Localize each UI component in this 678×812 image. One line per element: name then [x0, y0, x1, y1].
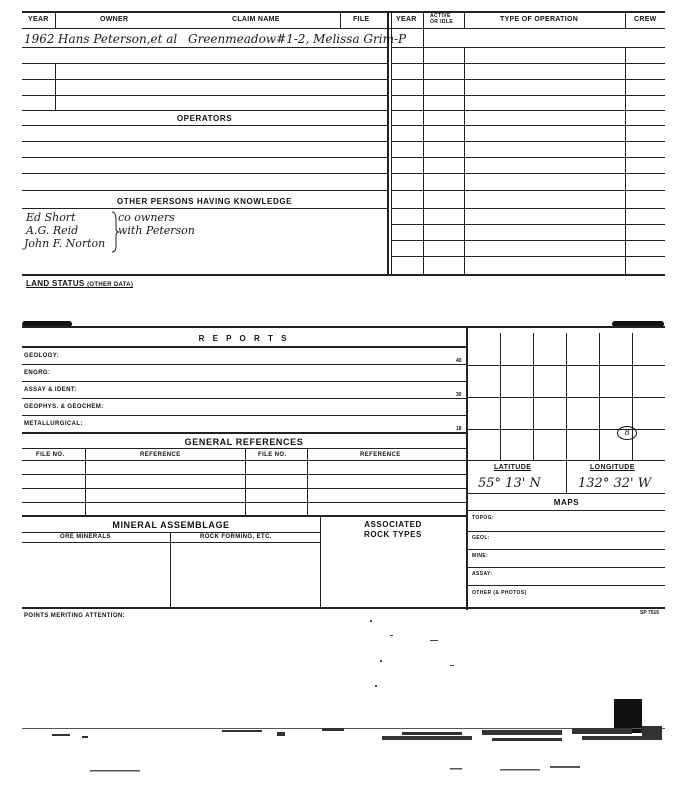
row-rule	[22, 415, 466, 416]
maps-row-rule	[468, 531, 665, 532]
gr-rule	[22, 474, 466, 475]
report-assay: ASSAY & IDENT:	[24, 387, 77, 393]
ore-minerals-label: ORE MINERALS	[60, 534, 111, 540]
row-rule	[22, 398, 466, 399]
gr-bottom-rule	[22, 515, 466, 517]
row-rule	[22, 79, 387, 80]
persons-note-1: co owners	[118, 211, 175, 224]
col-sep-crew	[625, 11, 626, 28]
row-rule	[22, 141, 387, 142]
mineral-col-sep	[170, 532, 171, 608]
row-rule	[22, 47, 387, 48]
header-top-rule	[22, 11, 665, 13]
mineral-title: MINERAL ASSEMBLAGE	[112, 520, 230, 530]
header-year: YEAR	[28, 16, 49, 23]
header-owner: OWNER	[100, 16, 129, 23]
coords-rule	[468, 493, 665, 494]
right-row-rule	[391, 141, 665, 142]
land-status-label: LAND STATUS (OTHER DATA)	[26, 279, 134, 288]
right-row-rule	[391, 208, 665, 209]
mineral-header-rule	[22, 532, 320, 533]
right-row-rule	[391, 47, 665, 48]
maps-assay: ASSAY:	[472, 571, 493, 577]
right-row-rule	[391, 256, 665, 257]
scan-specks	[360, 615, 480, 705]
other-persons-rule	[22, 208, 387, 209]
grid-hline	[468, 365, 665, 366]
associated-label: ASSOCIATED	[364, 520, 422, 529]
header-crew: CREW	[634, 16, 657, 23]
person-2: A.G. Reid	[26, 224, 79, 237]
col-sep-type	[464, 11, 465, 28]
col-sep-active	[423, 11, 424, 276]
gr-col-file-2: FILE NO.	[258, 452, 287, 458]
entry-year: 1962	[24, 32, 55, 46]
operators-rule	[22, 125, 387, 126]
maps-row-rule	[468, 567, 665, 568]
mineral-col-rule	[22, 542, 320, 543]
land-status-rule	[22, 274, 665, 276]
right-row-rule	[391, 224, 665, 225]
points-meriting-attention: POINTS MERITING ATTENTION:	[24, 613, 126, 619]
points-rule	[22, 607, 665, 609]
col-sep-main	[387, 11, 389, 276]
entry-claim: Greenmeadow#1-2, Melissa Grim-P	[188, 32, 407, 46]
entry-owner: Hans Peterson,et al	[58, 32, 178, 46]
maps-other: OTHER (& PHOTOS)	[472, 590, 527, 596]
gr-rule	[22, 488, 466, 489]
gr-col-file-1: FILE NO.	[36, 452, 65, 458]
report-mark-40: 40	[456, 358, 462, 364]
row-rule	[22, 190, 387, 191]
gr-rule	[22, 460, 466, 461]
grid-hline	[468, 397, 665, 398]
col-sep	[340, 11, 341, 28]
right-row-rule	[391, 157, 665, 158]
longitude-label: LONGITUDE	[590, 464, 635, 471]
header-active: ACTIVE	[430, 13, 451, 19]
header-claim-name: CLAIM NAME	[232, 16, 280, 23]
reports-title: R E P O R T S	[198, 334, 290, 343]
col-sep-main-2	[391, 11, 392, 276]
report-metallurgical: METALLURGICAL:	[24, 421, 83, 427]
header-bottom-rule	[22, 28, 665, 29]
maps-mine: MINE:	[472, 553, 489, 559]
row-sep	[55, 63, 56, 110]
maps-geol: GEOL:	[472, 535, 490, 541]
report-geology: GEOLOGY:	[24, 353, 60, 359]
rock-types-label: ROCK TYPES	[363, 530, 422, 539]
gr-col-ref-2: REFERENCE	[360, 452, 401, 458]
report-engrg: ENGRG:	[24, 370, 51, 376]
row-rule	[22, 157, 387, 158]
row-rule	[22, 364, 466, 365]
maps-title: MAPS	[553, 498, 580, 507]
header-year-2: YEAR	[396, 16, 417, 23]
right-row-rule	[391, 240, 665, 241]
reports-top-rule	[22, 326, 665, 328]
persons-note-2: with Peterson	[118, 224, 195, 237]
row-rule	[22, 63, 387, 64]
row-rule	[22, 381, 466, 382]
latitude-value: 55° 13' N	[478, 476, 541, 491]
circled-mark: 8	[617, 426, 637, 440]
persons-brace	[110, 210, 120, 254]
right-row-rule	[391, 63, 665, 64]
right-row-rule	[391, 95, 665, 96]
row-rule	[22, 95, 387, 96]
report-geophys: GEOPHYS. & GEOCHEM:	[24, 404, 104, 410]
header-file: FILE	[353, 16, 370, 23]
row-rule	[22, 110, 387, 111]
reports-bottom-rule	[22, 432, 466, 434]
report-mark-30: 30	[456, 392, 462, 398]
general-references-title: GENERAL REFERENCES	[184, 437, 304, 447]
longitude-value: 132° 32' W	[578, 476, 652, 491]
operators-title: OPERATORS	[176, 114, 233, 123]
gr-header-rule	[22, 448, 466, 449]
right-col-sep	[464, 47, 465, 276]
maps-row-rule	[468, 549, 665, 550]
header-or-idle: OR IDLE	[430, 19, 454, 25]
person-3: John F. Norton	[24, 237, 106, 250]
right-row-rule	[391, 110, 665, 111]
row-rule	[22, 173, 387, 174]
other-persons-title: OTHER PERSONS HAVING KNOWLEDGE	[116, 197, 293, 206]
right-row-rule	[391, 173, 665, 174]
scan-noise-band	[22, 722, 665, 752]
report-mark-18: 18	[456, 426, 462, 432]
col-sep	[55, 11, 56, 28]
reports-title-rule	[22, 346, 466, 348]
right-row-rule	[391, 190, 665, 191]
right-row-rule	[391, 79, 665, 80]
scan-noise-footer	[80, 760, 640, 780]
person-1: Ed Short	[26, 211, 76, 224]
gr-col-sep	[245, 448, 246, 516]
maps-row-rule	[468, 585, 665, 586]
maps-rule	[468, 510, 665, 511]
right-col-sep	[625, 47, 626, 276]
rock-forming-label: ROCK FORMING, ETC.	[200, 534, 272, 540]
gr-col-ref-1: REFERENCE	[140, 452, 181, 458]
header-type-of-operation: TYPE OF OPERATION	[500, 16, 579, 23]
latitude-label: LATITUDE	[494, 464, 532, 471]
gr-col-sep	[85, 448, 86, 516]
maps-topog: TOPOG:	[472, 515, 495, 521]
right-row-rule	[391, 125, 665, 126]
form-code: SP 7515	[640, 610, 660, 616]
gr-rule	[22, 502, 466, 503]
coord-sep	[566, 460, 567, 493]
gr-col-sep	[307, 448, 308, 516]
